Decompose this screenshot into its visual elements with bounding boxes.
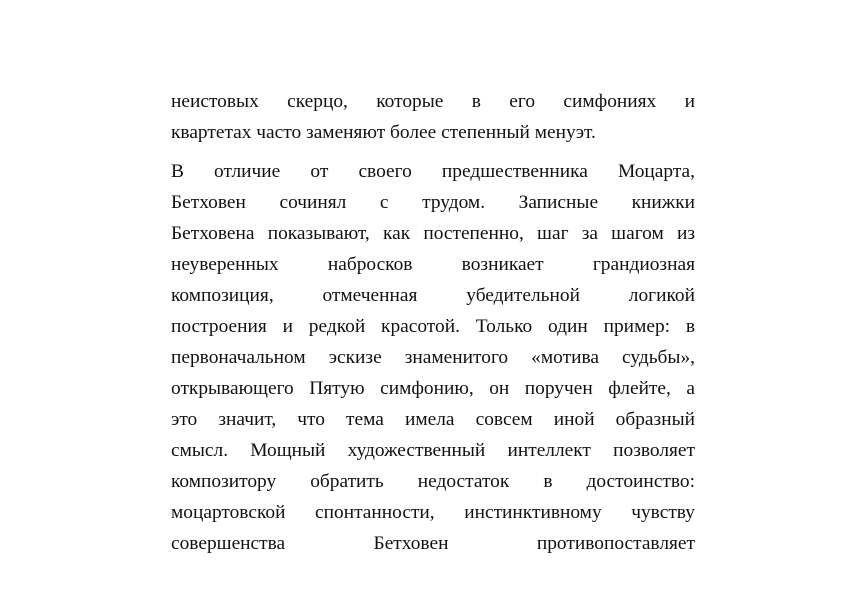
paragraph bbox=[171, 86, 695, 148]
text-line: В отличие от своего предшественника Моцарта, bbox=[171, 161, 695, 182]
text-line: совершенства Бетховен противопоставляет bbox=[171, 533, 695, 554]
text-line: композиция, отмеченная убедительной логикой bbox=[171, 285, 695, 306]
text-line: квартетах часто заменяют более степенный менуэт. bbox=[171, 122, 596, 143]
text-line: это значит, что тема имела совсем иной образный bbox=[171, 409, 695, 430]
text-line: моцартовской спонтанности, инстинктивному чувству bbox=[171, 502, 695, 523]
text-line: первоначальном эскизе знаменитого «мотива судьбы», bbox=[171, 347, 695, 368]
text-line: композитору обратить недостаток в достоинство: bbox=[171, 471, 695, 492]
text-line: неистовых скерцо, которые в его симфониях и bbox=[171, 91, 695, 112]
text-line: неуверенных набросков возникает грандиозная bbox=[171, 254, 695, 275]
text-line: построения и редкой красотой. Только один пример: в bbox=[171, 316, 695, 337]
text-line: Бетховен сочинял с трудом. Записные книжки bbox=[171, 192, 695, 213]
paragraph bbox=[171, 156, 695, 559]
text-line: открывающего Пятую симфонию, он поручен флейте, а bbox=[171, 378, 695, 399]
paragraph-spacing bbox=[171, 148, 695, 156]
text-line: смысл. Мощный художественный интеллект позволяет bbox=[171, 440, 695, 461]
document-body bbox=[171, 86, 695, 559]
text-line: Бетховена показывают, как постепенно, шаг за шагом из bbox=[171, 223, 695, 244]
